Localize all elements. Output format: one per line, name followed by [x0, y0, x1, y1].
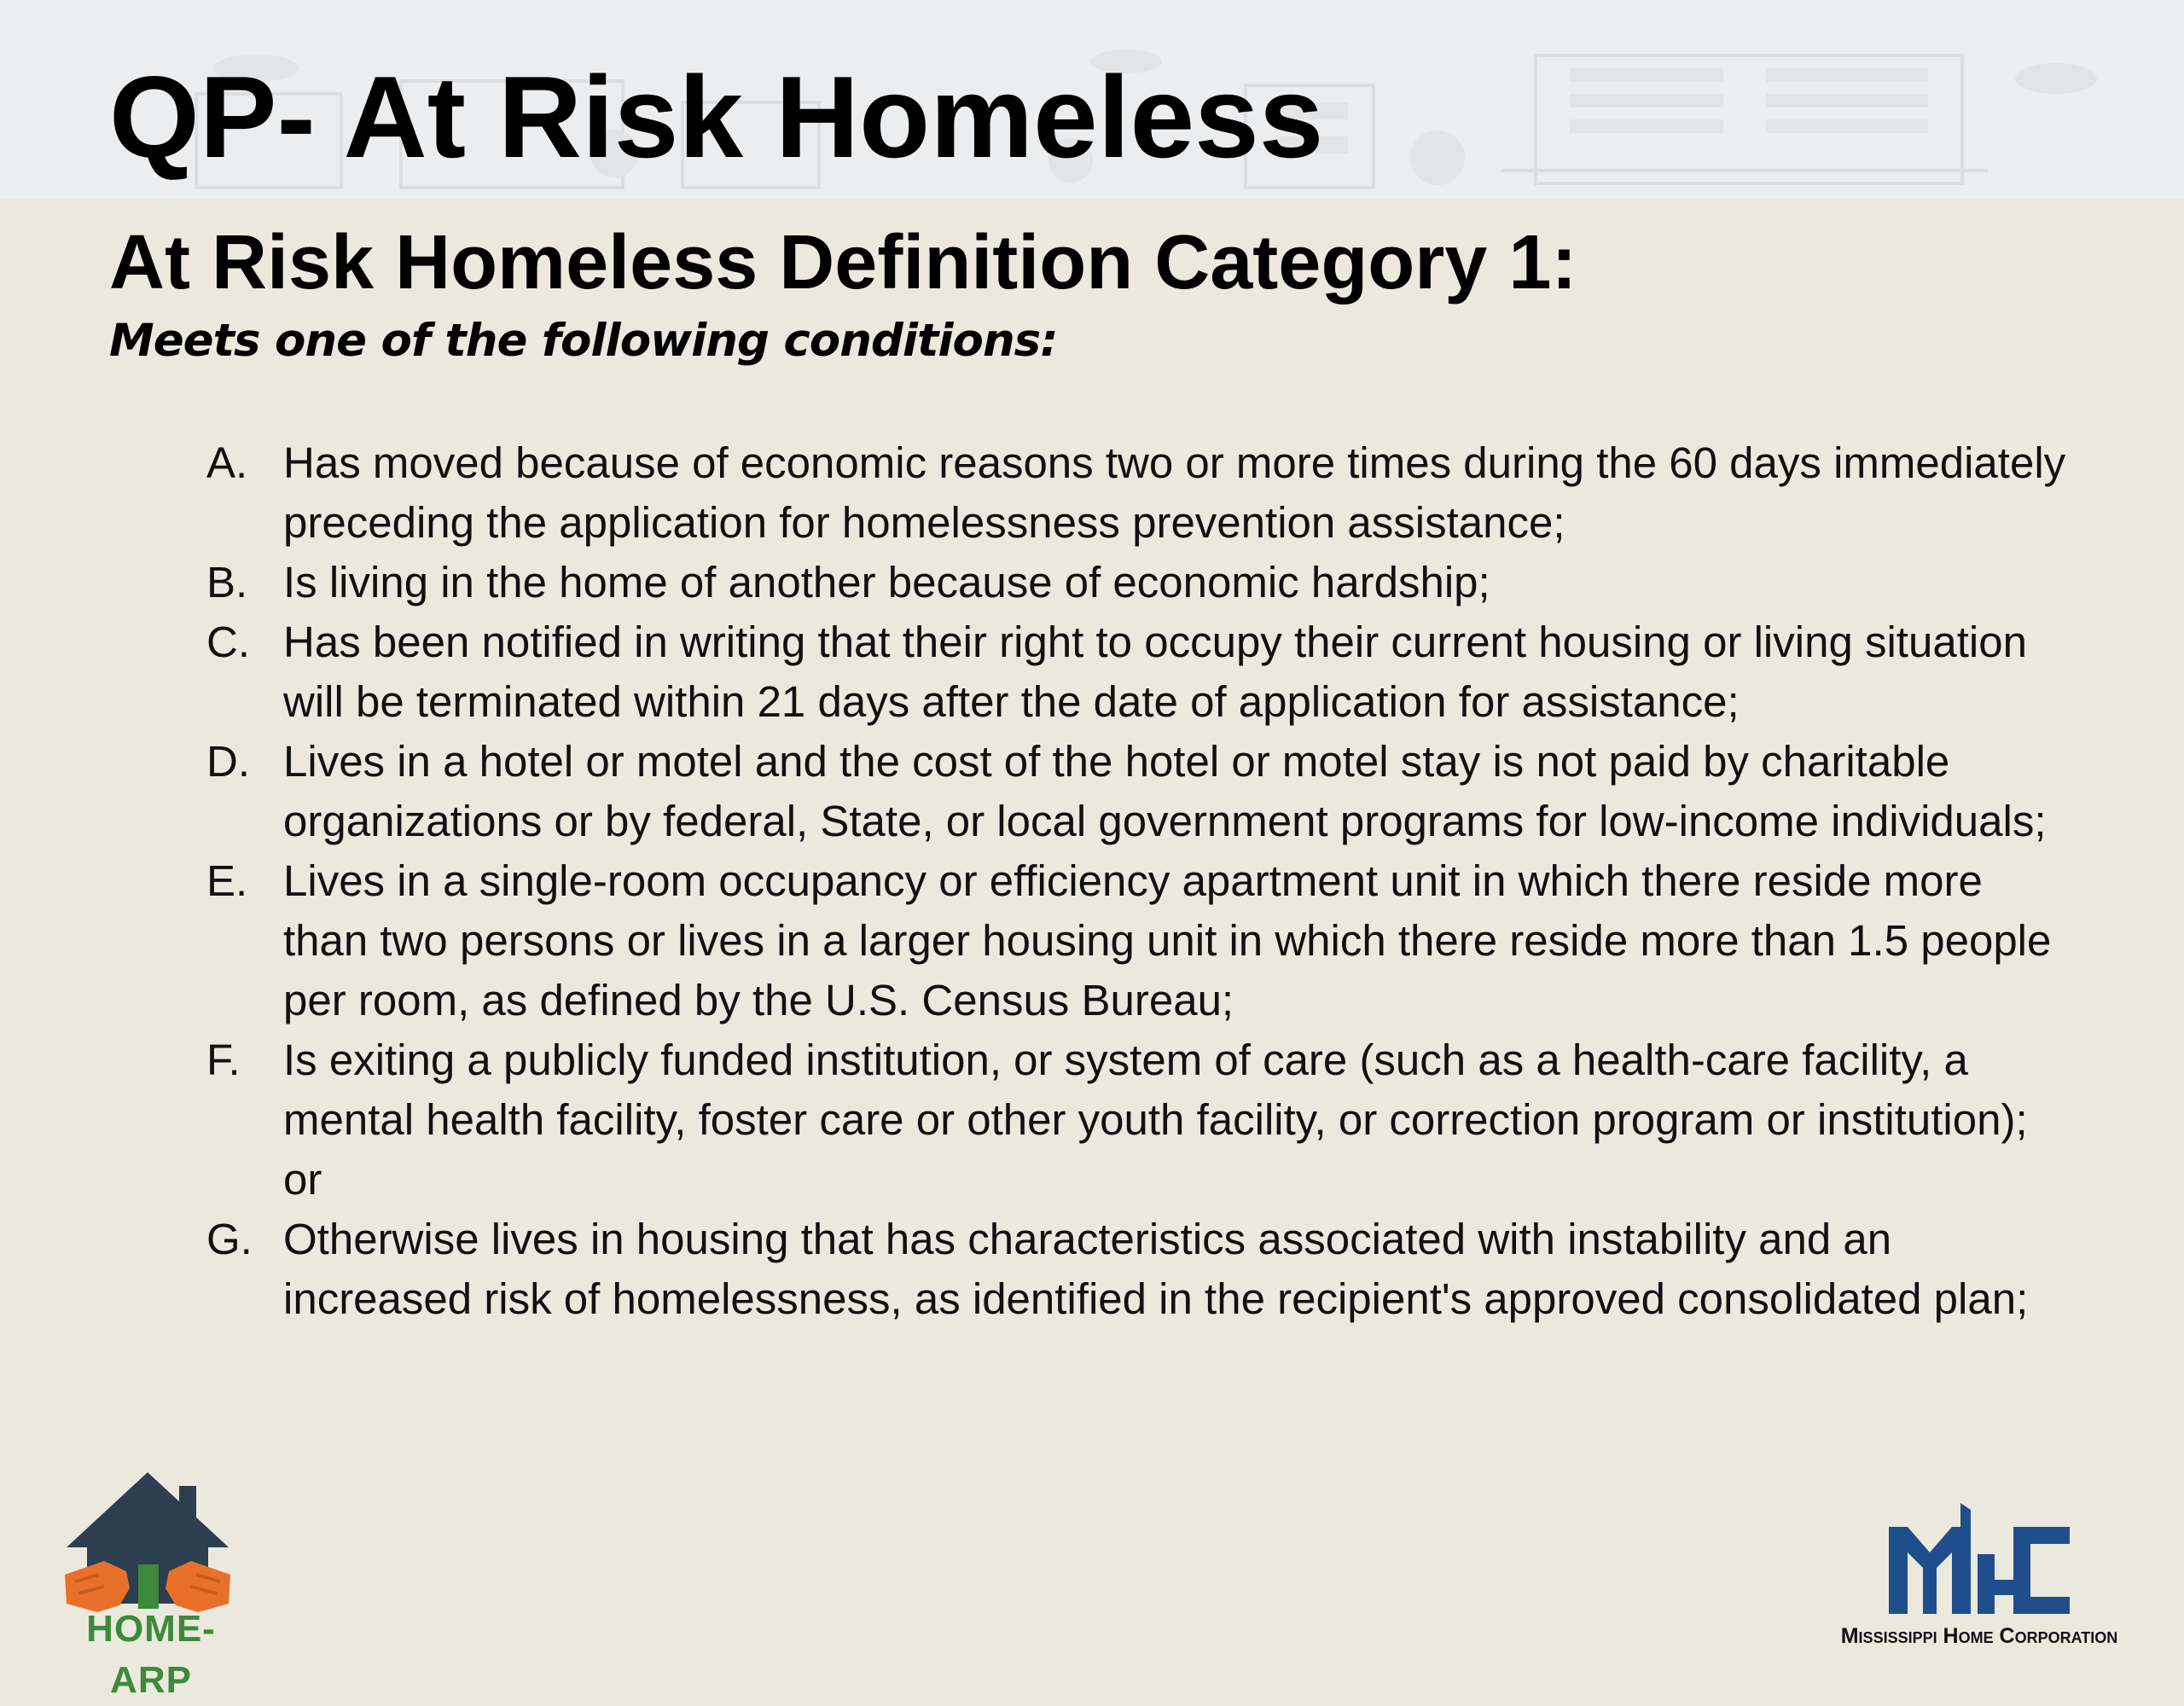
condition-letter: A.: [206, 438, 248, 487]
condition-text: Has been notified in writing that their right to occupy their current housing or living situation will be terminated within 21 days after the date of application for assistance;: [283, 618, 2027, 726]
condition-letter: C.: [206, 618, 250, 666]
condition-item: [206, 612, 2066, 732]
home-arp-label: HOME-ARP: [86, 1608, 216, 1701]
mhc-label: Mississippi Home Corporation: [1840, 1624, 2118, 1648]
condition-text: Is exiting a publicly funded institution, or system of care (such as a health-care facility, a mental health facility, foster care or other youth facility, or correction program or institution); or: [283, 1036, 2028, 1204]
condition-text: Lives in a single-room occupancy or efficiency apartment unit in which there reside more than two persons or lives in a larger housing unit in which there reside more than 1.5 people per room, as defined by the U.S. Census Bureau;: [283, 856, 2052, 1024]
condition-letter: B.: [206, 558, 248, 606]
condition-text: Otherwise lives in housing that has characteristics associated with instability and an increased risk of homelessness, as identified in the recipient's approved consolidated plan;: [283, 1215, 2029, 1323]
slide-title: QP- At Risk Homeless: [109, 52, 1324, 182]
conditions-list: [206, 433, 2066, 1329]
mhc-monogram-icon: [1889, 1503, 2070, 1614]
condition-item: [206, 553, 2066, 612]
definition-heading: At Risk Homeless Definition Category 1:: [109, 220, 1577, 305]
conditions-intro: Meets one of the following conditions:: [109, 315, 1058, 367]
condition-letter: F.: [206, 1036, 241, 1084]
condition-text: Has moved because of economic reasons two or more times during the 60 days immediately preceding the application for homelessness prevention assistance;: [283, 438, 2066, 547]
condition-item: [206, 433, 2066, 553]
condition-letter: G.: [206, 1215, 253, 1263]
condition-item: [206, 732, 2066, 851]
condition-item: [206, 851, 2066, 1030]
condition-text: Lives in a hotel or motel and the cost of the hotel or motel stay is not paid by charitable organizations or by federal, State, or local government programs for low-income individuals;: [283, 737, 2047, 845]
condition-item: [206, 1210, 2066, 1329]
condition-item: [206, 1030, 2066, 1210]
title-banner: [0, 0, 2184, 199]
condition-letter: D.: [206, 737, 250, 786]
condition-text: Is living in the home of another because of economic hardship;: [283, 558, 1490, 606]
condition-letter: E.: [206, 856, 248, 905]
